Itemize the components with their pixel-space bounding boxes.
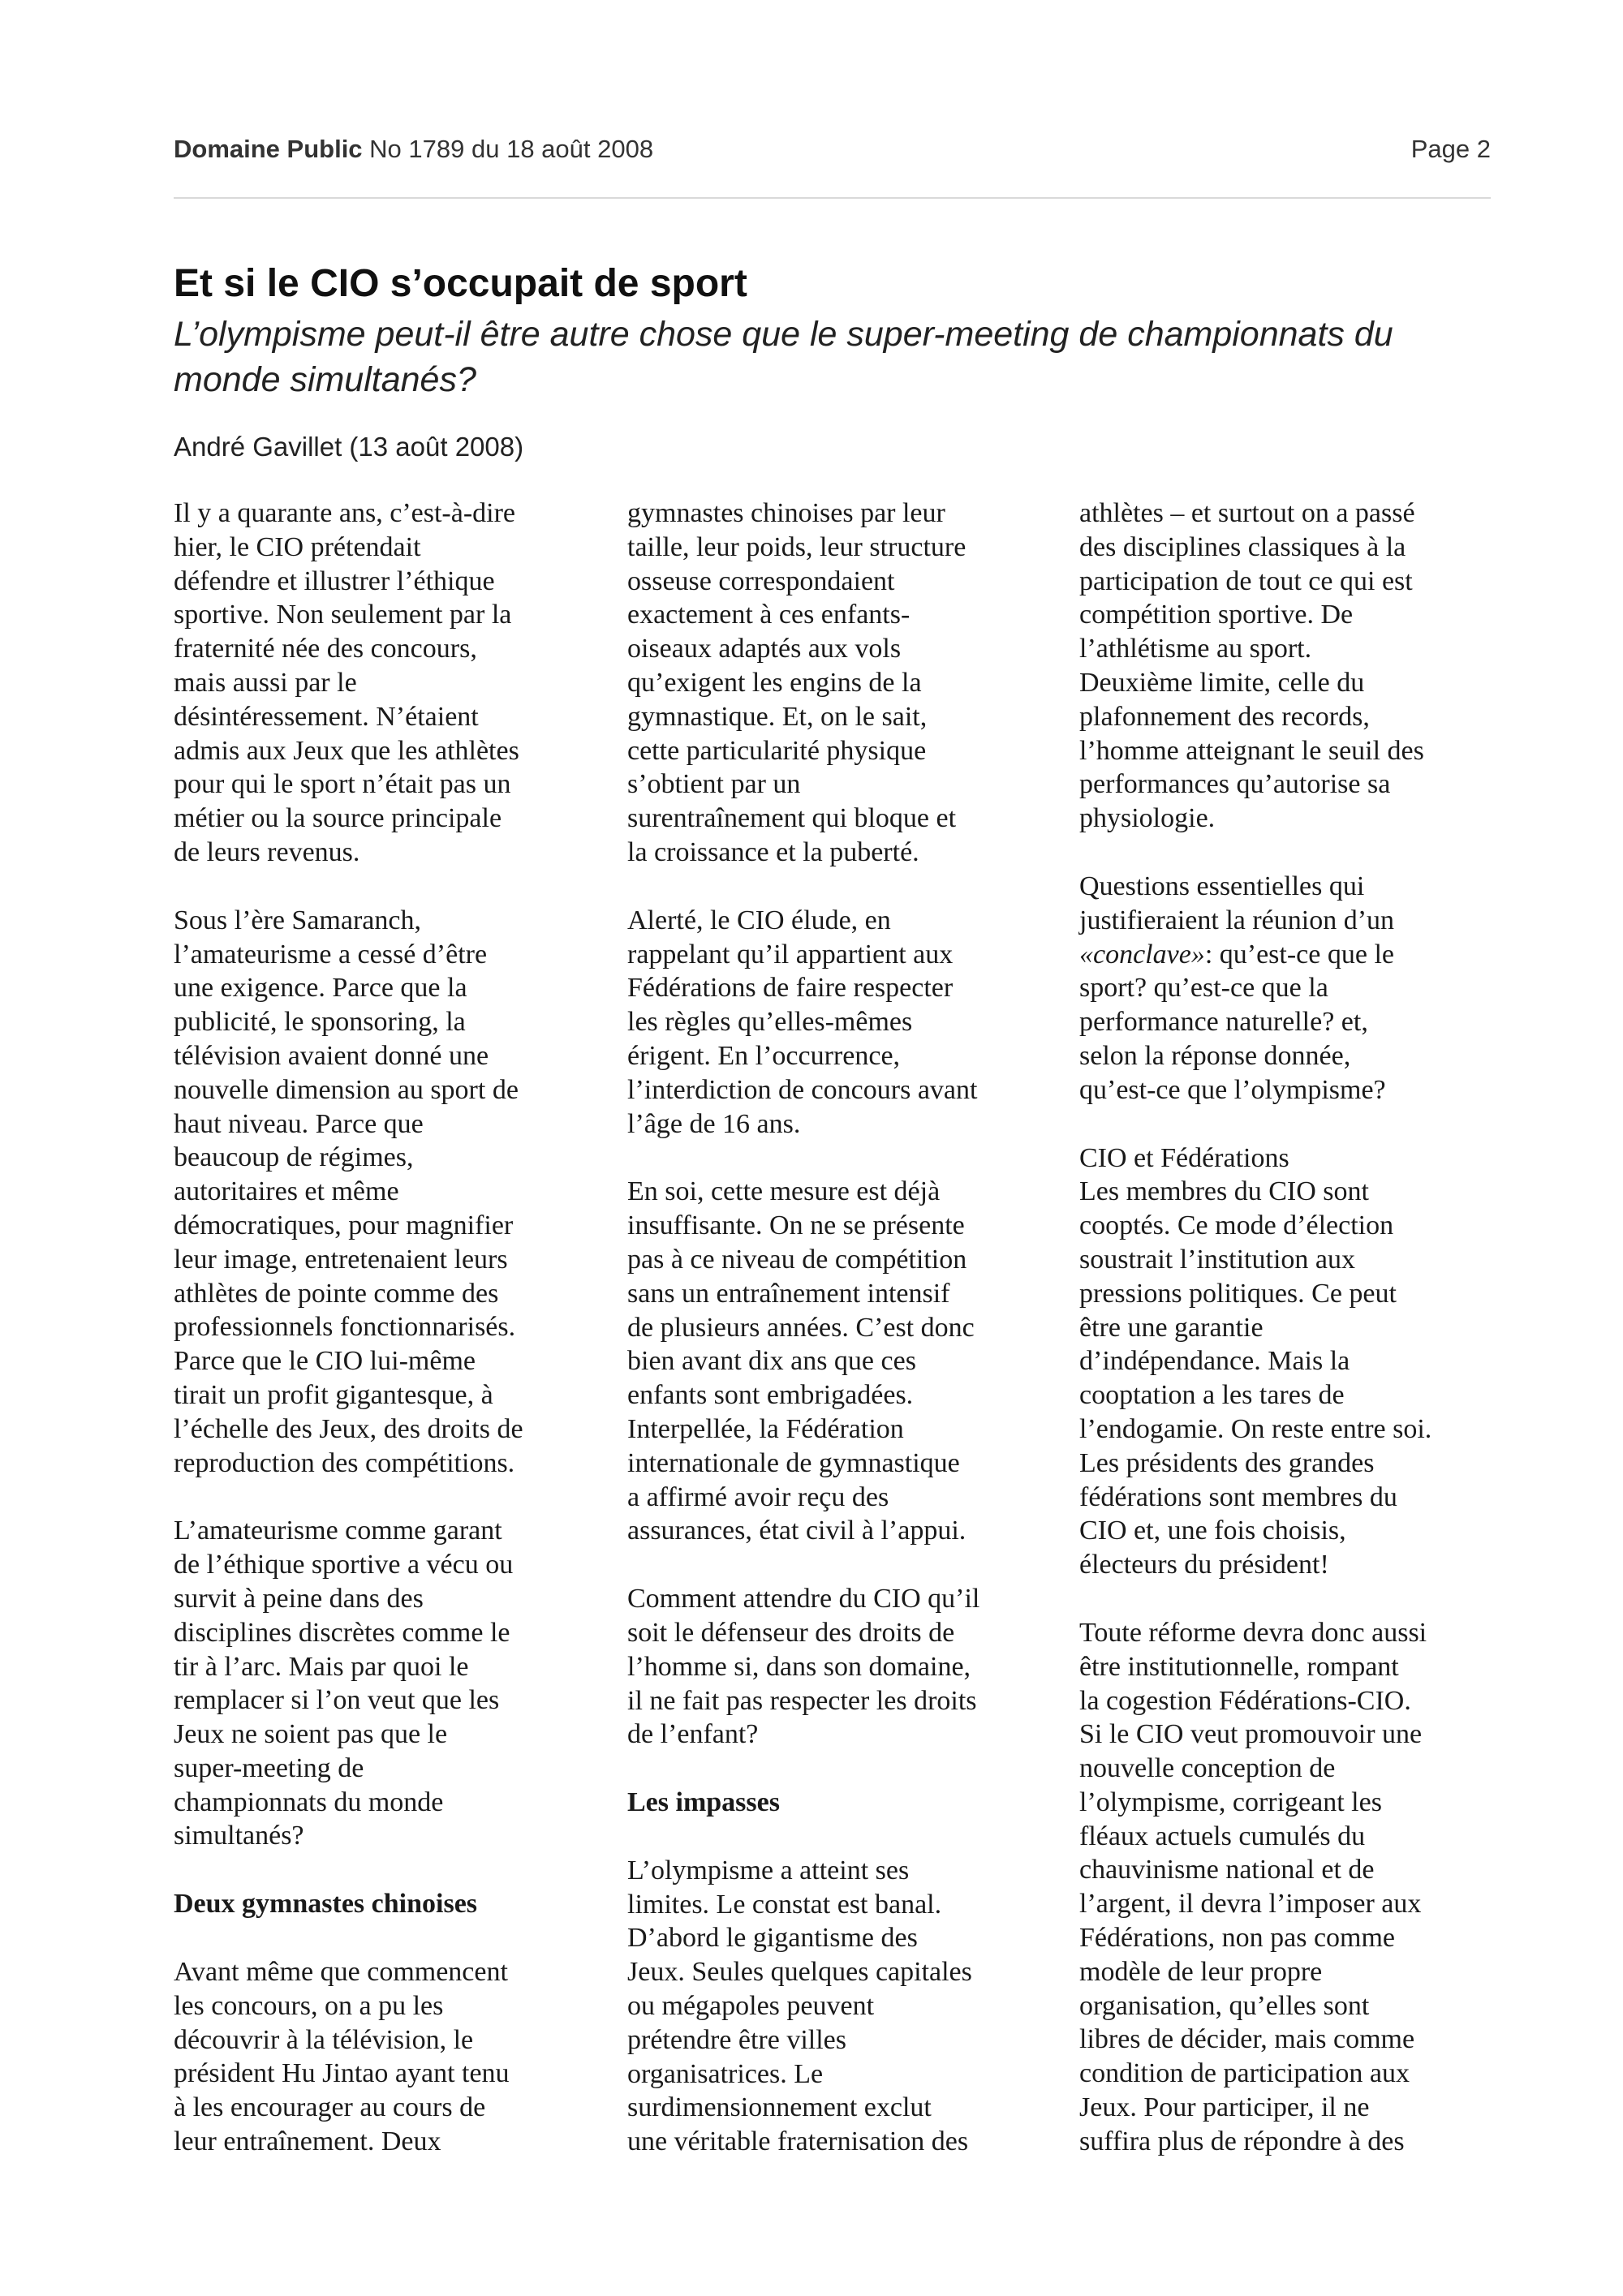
text-line: athlètes de pointe comme des (174, 1278, 499, 1309)
text-line: Comment attendre du CIO qu’il (627, 1584, 980, 1615)
text-line: nouvelle conception de (1079, 1753, 1336, 1784)
text-line: la croissance et la puberté. (627, 836, 919, 867)
text-line: Alerté, le CIO élude, en (627, 905, 891, 935)
text-line: internationale de gymnastique (627, 1447, 960, 1478)
text-line: d’indépendance. Mais la (1079, 1346, 1350, 1377)
text-line: la cogestion Fédérations-CIO. (1079, 1685, 1411, 1716)
text-line: performance naturelle? et, (1079, 1007, 1368, 1038)
text-line: désintéressement. N’étaient (174, 701, 479, 732)
text-line: érigent. En l’occurrence, (627, 1040, 901, 1071)
text-line: professionnels fonctionnarisés. (174, 1312, 516, 1343)
header-divider (174, 197, 1491, 199)
text-line: Jeux. Pour participer, il ne (1079, 2092, 1370, 2123)
text-line: Deuxième limite, celle du (1079, 667, 1365, 698)
text-line: l’interdiction de concours avant (627, 1074, 978, 1105)
text-line: osseuse correspondaient (627, 565, 895, 596)
page-header (174, 135, 1491, 170)
text-line: électeurs du président! (1079, 1550, 1329, 1580)
text-line: organisatrices. Le (627, 2058, 824, 2089)
text-line: cooptés. Ce mode d’élection (1079, 1210, 1394, 1241)
text-line: soustrait l’institution aux (1079, 1244, 1355, 1275)
text-line: Jeux. Seules quelques capitales (627, 1957, 972, 1988)
page-number: Page 2 (1410, 135, 1491, 163)
text-line: suffira plus de répondre à des (1079, 2126, 1405, 2156)
paragraph (174, 1514, 596, 1853)
text-line: oiseaux adaptés aux vols (627, 634, 902, 664)
text-line: être une garantie (1079, 1312, 1264, 1343)
text-line: une exigence. Parce que la (174, 973, 467, 1004)
text-line: l’échelle des Jeux, des droits de (174, 1413, 523, 1444)
text-line: selon la réponse donnée, (1079, 1040, 1351, 1071)
text-line: libres de décider, mais comme (1079, 2024, 1415, 2055)
paragraph (1079, 870, 1501, 1107)
text-line: s’obtient par un (627, 769, 801, 800)
publication-name: Domaine Public (174, 135, 363, 163)
text-line: l’amateurisme a cessé d’être (174, 939, 488, 970)
text-line: Il y a quarante ans, c’est-à-dire (174, 498, 515, 528)
paragraph (174, 1955, 596, 2159)
text-line: qu’est-ce que l’olympisme? (1079, 1074, 1386, 1105)
section-heading: Les impasses (627, 1787, 780, 1818)
text-line: Fédérations de faire respecter (627, 973, 954, 1004)
text-line: cooptation a les tares de (1079, 1380, 1345, 1411)
text-line: simultanés? (174, 1821, 304, 1851)
text-line: pas à ce niveau de compétition (627, 1244, 967, 1275)
paragraph (1079, 1616, 1501, 2159)
text-line: surentraînement qui bloque et (627, 803, 957, 834)
text-line: président Hu Jintao ayant tenu (174, 2058, 510, 2089)
text-line: participation de tout ce qui est (1079, 565, 1413, 596)
text-line: plafonnement des records, (1079, 701, 1370, 732)
text-line: l’homme atteignant le seuil des (1079, 735, 1424, 766)
text-line: Les membres du CIO sont (1079, 1176, 1369, 1207)
text-line: démocratiques, pour magnifier (174, 1210, 514, 1240)
text-line: être institutionnelle, rompant (1079, 1651, 1399, 1682)
text-line: leur entraînement. Deux (174, 2126, 441, 2157)
text-line: tir à l’arc. Mais par quoi le (174, 1651, 469, 1682)
text-line: découvrir à la télévision, le (174, 2024, 474, 2055)
text-line: Parce que le CIO lui-même (174, 1346, 476, 1377)
text-line: l’argent, il devra l’imposer aux (1079, 1889, 1422, 1920)
text-line: prétendre être villes (627, 2024, 846, 2055)
text-line: pour qui le sport n’était pas un (174, 769, 511, 800)
text-line: de l’enfant? (627, 1719, 759, 1750)
text-line: l’athlétisme au sport. (1079, 634, 1312, 664)
text-line: une véritable fraternisation des (627, 2126, 969, 2157)
text-line: Les présidents des grandes (1079, 1447, 1375, 1478)
text-line: physiologie. (1079, 803, 1216, 834)
issue-info: No 1789 du 18 août 2008 (369, 135, 654, 163)
text-line: bien avant dix ans que ces (627, 1346, 916, 1377)
text-line: remplacer si l’on veut que les (174, 1685, 500, 1716)
article-byline: André Gavillet (13 août 2008) (174, 432, 524, 462)
article-subtitle: L’olympisme peut-il être autre chose que le super-meeting de championnats du monde simultanés? (174, 315, 1393, 399)
text-line: mais aussi par le (174, 667, 357, 698)
paragraph (174, 497, 596, 870)
paragraph (627, 497, 1049, 870)
paragraph (1079, 497, 1501, 836)
text-line: soit le défenseur des droits de (627, 1617, 955, 1648)
paragraph (627, 1582, 1049, 1752)
text-line: il ne fait pas respecter les droits (627, 1685, 977, 1716)
text-line: publicité, le sponsoring, la (174, 1007, 466, 1038)
text-line: l’homme si, dans son domaine, (627, 1651, 971, 1682)
text-line: des disciplines classiques à la (1079, 531, 1406, 562)
text-line: insuffisante. On ne se présente (627, 1210, 965, 1241)
text-line: reproduction des compétitions. (174, 1447, 515, 1478)
text-line: hier, le CIO prétendait (174, 531, 421, 562)
text-line: performances qu’autorise sa (1079, 769, 1391, 800)
text-line: Avant même que commencent (174, 1957, 508, 1988)
paragraph (1079, 1142, 1501, 1582)
text-line: justifieraient la réunion d’un (1079, 905, 1395, 935)
text-line: autoritaires et même (174, 1176, 399, 1207)
text-line: exactement à ces enfants- (627, 600, 911, 630)
text-line: admis aux Jeux que les athlètes (174, 735, 519, 766)
text-line: chauvinisme national et de (1079, 1855, 1375, 1885)
paragraph (627, 904, 1049, 1142)
text-line: les concours, on a pu les (174, 1990, 444, 2021)
text-line: leur image, entretenaient leurs (174, 1244, 508, 1275)
quoted-term: «conclave» (1079, 939, 1205, 970)
text-line: défendre et illustrer l’éthique (174, 565, 495, 596)
text-column-3 (1079, 497, 1501, 2193)
text-column-1 (174, 497, 596, 2193)
text-line: condition de participation aux (1079, 2058, 1410, 2089)
text-line: CIO et Fédérations (1079, 1142, 1289, 1173)
paragraph (627, 1854, 1049, 2159)
text-line: limites. Le constat est banal. (627, 1889, 942, 1920)
paragraph (627, 1175, 1049, 1548)
text-line: organisation, qu’elles sont (1079, 1990, 1370, 2021)
text-line: modèle de leur propre (1079, 1956, 1323, 1987)
text-line (1079, 938, 1501, 972)
text-line: pressions politiques. Ce peut (1079, 1278, 1397, 1309)
text-line: de plusieurs années. C’est donc (627, 1312, 975, 1343)
text-line: métier ou la source principale (174, 803, 502, 834)
text-line: tirait un profit gigantesque, à (174, 1379, 493, 1410)
text-line: fraternité née des concours, (174, 634, 477, 664)
text-line: compétition sportive. De (1079, 600, 1354, 630)
article-title: Et si le CIO s’occupait de sport (174, 262, 747, 305)
text-line: gymnastique. Et, on le sait, (627, 701, 928, 732)
text-line: haut niveau. Parce que (174, 1108, 424, 1139)
text-line: surdimensionnement exclut (627, 2092, 932, 2123)
text-line: nouvelle dimension au sport de (174, 1074, 519, 1105)
text-line: taille, leur poids, leur structure (627, 531, 966, 562)
text-line: L’olympisme a atteint ses (627, 1855, 910, 1885)
text-line: En soi, cette mesure est déjà (627, 1176, 941, 1207)
paragraph (174, 904, 596, 1481)
text-line: fléaux actuels cumulés du (1079, 1821, 1366, 1851)
text-line: enfants sont embrigadées. (627, 1380, 914, 1411)
section-heading: Deux gymnastes chinoises (174, 1889, 478, 1920)
text-line: Si le CIO veut promouvoir une (1079, 1719, 1423, 1750)
paragraph-rest (1079, 971, 1501, 1107)
text-line: ou mégapoles peuvent (627, 1991, 875, 2022)
text-line: l’olympisme, corrigeant les (1079, 1786, 1382, 1817)
text-fragment: : qu’est-ce que le (1204, 939, 1394, 970)
text-line: super-meeting de (174, 1752, 364, 1783)
text-line: disciplines discrètes comme le (174, 1617, 510, 1648)
text-line: Sous l’ère Samaranch, (174, 905, 421, 935)
text-line: l’âge de 16 ans. (627, 1108, 801, 1139)
text-line: survit à peine dans des (174, 1583, 424, 1614)
text-line: à les encourager au cours de (174, 2092, 486, 2123)
text-line: cette particularité physique (627, 735, 927, 766)
text-line: de l’éthique sportive a vécu ou (174, 1550, 514, 1580)
text-line: Toute réforme devra donc aussi (1079, 1617, 1427, 1648)
text-line: Fédérations, non pas comme (1079, 1923, 1396, 1954)
text-line: L’amateurisme comme garant (174, 1516, 502, 1546)
text-line: championnats du monde (174, 1786, 444, 1817)
text-line: les règles qu’elles-mêmes (627, 1007, 913, 1038)
text-line: a affirmé avoir reçu des (627, 1481, 889, 1512)
text-line: télévision avaient donné une (174, 1040, 489, 1071)
text-line: Interpellée, la Fédération (627, 1413, 904, 1444)
text-line: gymnastes chinoises par leur (627, 498, 945, 528)
text-line: beaucoup de régimes, (174, 1142, 414, 1173)
text-line: rappelant qu’il appartient aux (627, 939, 954, 970)
text-line: fédérations sont membres du (1079, 1481, 1397, 1512)
text-line: D’abord le gigantisme des (627, 1923, 918, 1954)
text-line: sportive. Non seulement par la (174, 600, 512, 630)
text-line: sans un entraînement intensif (627, 1278, 950, 1309)
text-line: Questions essentielles qui (1079, 871, 1365, 901)
text-column-2 (627, 497, 1049, 2193)
text-line: Jeux ne soient pas que le (174, 1719, 448, 1750)
text-line: assurances, état civil à l’appui. (627, 1516, 966, 1546)
text-line: athlètes – et surtout on a passé (1079, 498, 1415, 528)
text-line: qu’exigent les engins de la (627, 667, 922, 698)
text-line: de leurs revenus. (174, 836, 360, 867)
text-line: CIO et, une fois choisis, (1079, 1516, 1346, 1546)
text-line: sport? qu’est-ce que la (1079, 973, 1328, 1004)
text-line: l’endogamie. On reste entre soi. (1079, 1413, 1432, 1444)
